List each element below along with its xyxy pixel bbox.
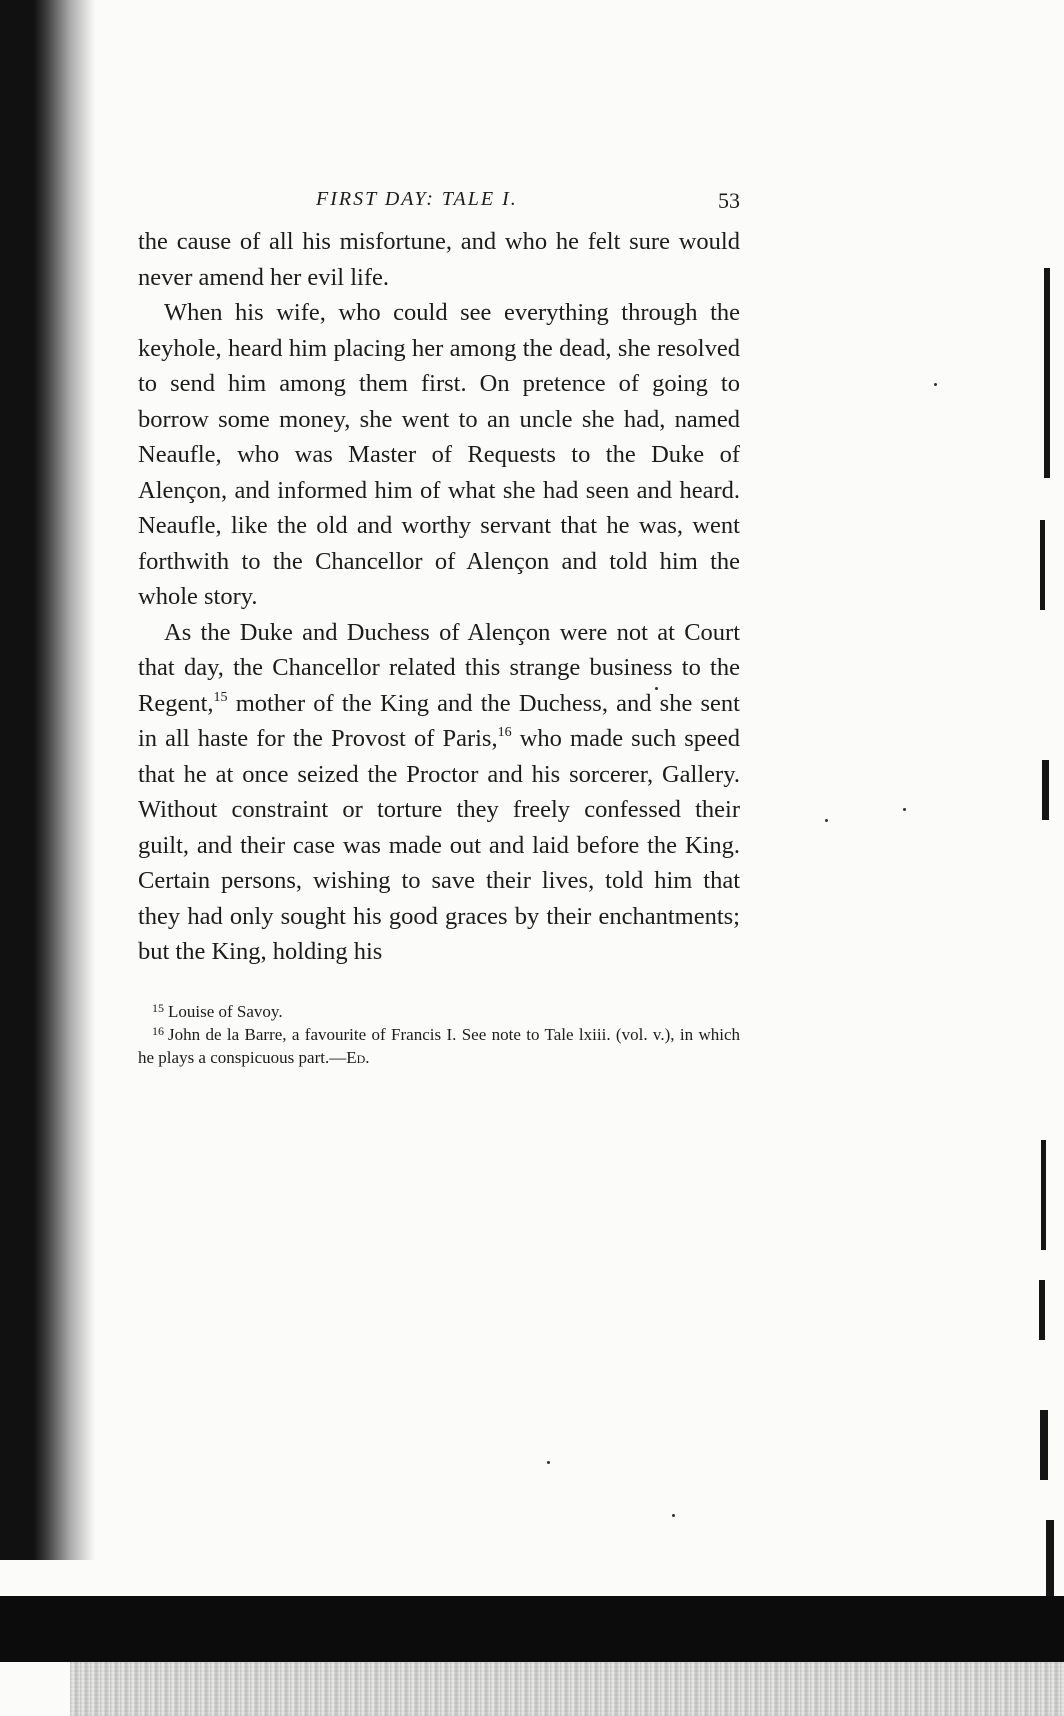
dust-speck (903, 808, 906, 811)
right-edge-mark (1044, 268, 1050, 478)
right-edge-mark (1041, 1140, 1046, 1250)
footnote (138, 1023, 740, 1069)
book-page (138, 184, 740, 1069)
footnote-number: 16 (152, 1023, 164, 1038)
paragraph-text: who made such speed that he at once seized the Proctor and his sorcerer, Gallery. Without constraint or torture they freely confessed their guilt, and their case was made out and laid before the King. Certain persons, wishing to save their lives, told him that they had only sought his good graces by their enchantments; but the King, holding his (138, 725, 740, 965)
paragraph (138, 615, 740, 970)
footnote-text: John de la Barre, a favourite of Francis I. See note to Tale lxiii. (vol. v.), in which he plays a conspicuous part.— (138, 1024, 740, 1067)
dust-speck (672, 1514, 675, 1517)
footnote-reference: 15 (213, 689, 228, 705)
editor-signature: Ed. (346, 1047, 370, 1067)
paragraph-text: mother of the King and the Duchess, and she sent in all haste for the Provost of Paris, (138, 689, 740, 752)
footnotes (138, 1000, 740, 1069)
footnote-text: Louise of Savoy. (168, 1001, 283, 1021)
bottom-scan-band (0, 1596, 1064, 1662)
footnote (138, 1000, 740, 1023)
dust-speck (825, 819, 828, 822)
right-edge-mark (1039, 1280, 1045, 1340)
right-edge-mark (1040, 1410, 1048, 1480)
dust-speck (934, 383, 937, 386)
footnote-reference: 16 (497, 725, 512, 740)
paragraph-text: As the Duke and Duchess of Alençon were not at Court that day, the Chancellor related this strange business to the Regent, (138, 618, 740, 717)
paragraph: When his wife, who could see everything through the keyhole, heard him placing her among the dead, she resolved to send him among them first. On pretence of going to borrow some money, she went to an uncle she had, named Neaufle, who was Master of Requests to the Duke of Alençon, and informed him of what she had seen and heard. Neaufle, like the old and worthy servant that he was, went forthwith to the Chancellor of Alençon and told him the whole story. (138, 299, 740, 610)
right-edge-mark (1042, 760, 1049, 820)
running-head (138, 184, 740, 220)
right-edge-mark (1040, 520, 1045, 610)
paragraph: the cause of all his misfortune, and who he felt sure would never amend her evil life. (138, 228, 740, 291)
bottom-scan-noise (70, 1662, 1064, 1716)
left-binding-shadow (0, 0, 95, 1560)
body-text (138, 224, 740, 970)
dust-speck (547, 1461, 550, 1464)
footnote-number: 15 (152, 1000, 164, 1015)
page-number: 53 (718, 188, 740, 213)
running-title: FIRST DAY: TALE I. (316, 188, 518, 210)
